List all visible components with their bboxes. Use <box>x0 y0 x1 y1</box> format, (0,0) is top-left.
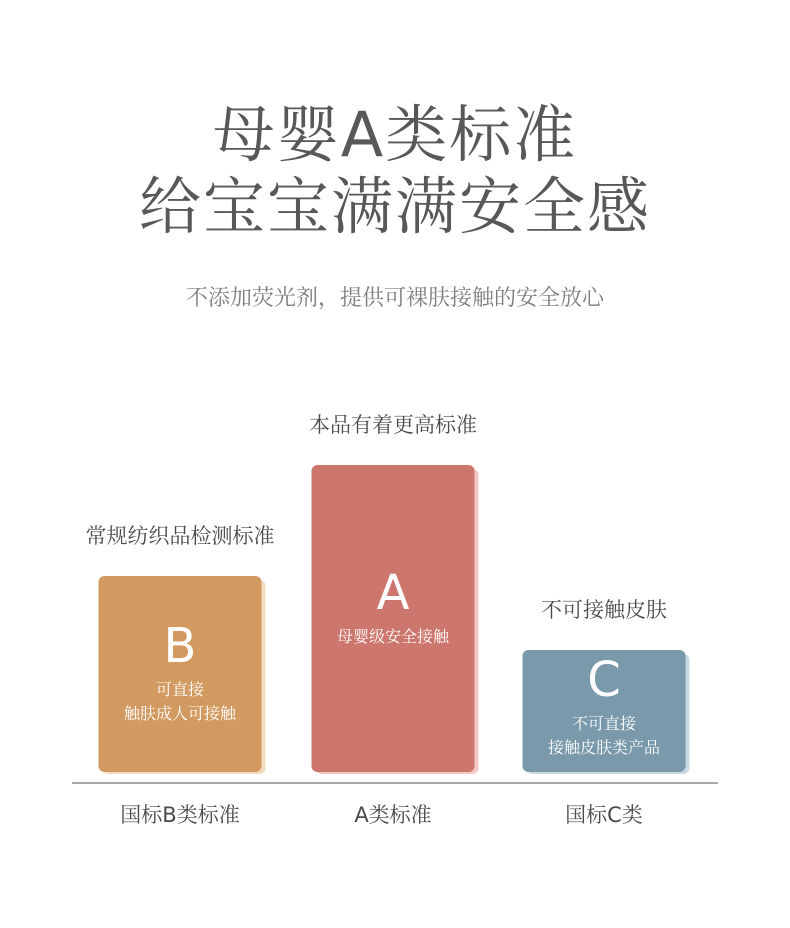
bar-top-label: 本品有着更高标准 <box>309 413 477 437</box>
bar-description-line-1: 不可直接 <box>571 714 636 733</box>
x-tick-label: 国标C类 <box>565 803 643 827</box>
bar-top-label: 常规纺织品检测标准 <box>85 524 275 548</box>
bar-top-label: 不可接触皮肤 <box>541 598 667 622</box>
subtitle: 不添加荧光剂，提供可裸肤接触的安全放心 <box>185 286 604 311</box>
bar-description-line-1: 母婴级安全接触 <box>336 627 449 646</box>
bar-description-line-2: 触肤成人可接触 <box>123 704 236 723</box>
bar-description-line-2: 接触皮肤类产品 <box>547 738 660 757</box>
bar-letter: A <box>376 565 410 621</box>
headline-line-1: 母婴A类标准 <box>212 98 578 171</box>
x-tick-label: A类标准 <box>354 803 432 827</box>
headline-line-2: 给宝宝满满安全感 <box>138 170 651 243</box>
bar-letter: B <box>163 618 197 674</box>
bar-letter: C <box>587 652 621 708</box>
bar-b <box>99 576 262 772</box>
x-tick-label: 国标B类标准 <box>120 803 240 827</box>
bar-description-line-1: 可直接 <box>155 680 204 699</box>
